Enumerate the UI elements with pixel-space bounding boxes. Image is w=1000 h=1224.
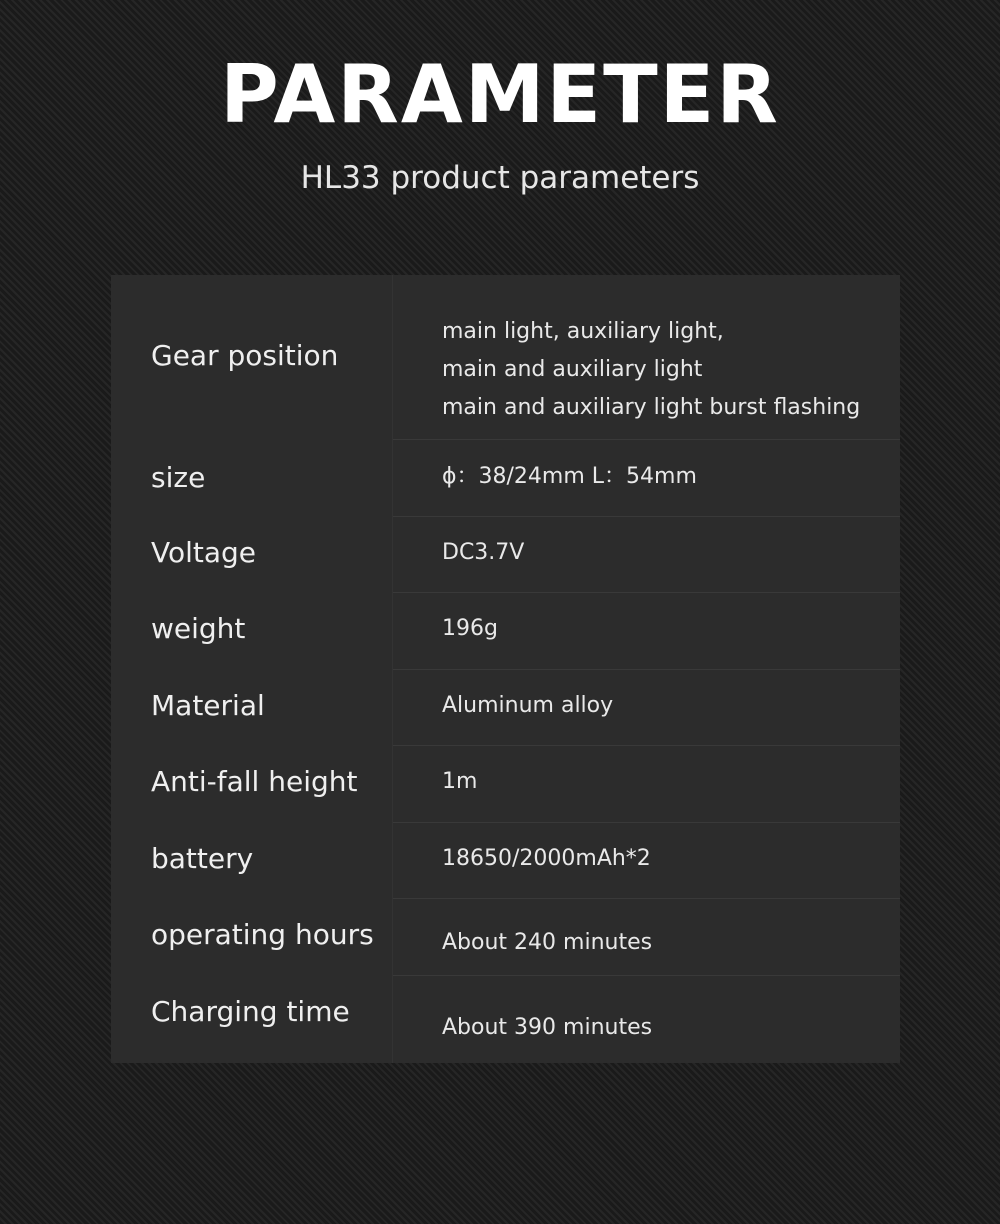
table-row <box>111 823 900 899</box>
param-value-line: main and auxiliary light burst flashing <box>442 395 861 420</box>
page-subtitle: HL33 product parameters <box>300 160 700 196</box>
param-value: DC3.7V <box>442 540 525 565</box>
table-row <box>111 440 900 517</box>
param-value: Aluminum alloy <box>442 693 614 718</box>
table-row <box>111 275 900 440</box>
param-value: 18650/2000mAh*2 <box>442 846 651 871</box>
param-label: Charging time <box>151 995 350 1028</box>
table-row <box>111 976 900 1063</box>
param-label: Voltage <box>151 536 257 569</box>
parameter-table <box>111 275 900 1063</box>
param-label: size <box>151 461 206 494</box>
table-row <box>111 517 900 593</box>
table-row <box>111 670 900 746</box>
table-row <box>111 899 900 976</box>
table-row <box>111 593 900 670</box>
param-label: weight <box>151 612 246 645</box>
param-label: battery <box>151 842 254 875</box>
page-title: PARAMETER <box>220 48 780 141</box>
table-row <box>111 746 900 823</box>
param-value: About 240 minutes <box>442 930 653 955</box>
param-value <box>442 313 860 427</box>
param-value: 196g <box>442 616 498 641</box>
param-label: operating hours <box>151 918 374 951</box>
param-label: Material <box>151 689 265 722</box>
param-value-line: main light, auxiliary light, <box>442 319 724 344</box>
param-value: 1m <box>442 769 478 794</box>
param-label: Gear position <box>151 339 339 372</box>
param-label: Anti-fall height <box>151 765 358 798</box>
param-value-line: main and auxiliary light <box>442 357 703 382</box>
param-value: ϕ：38/24mm L：54mm <box>442 464 697 489</box>
param-value: About 390 minutes <box>442 1015 653 1040</box>
